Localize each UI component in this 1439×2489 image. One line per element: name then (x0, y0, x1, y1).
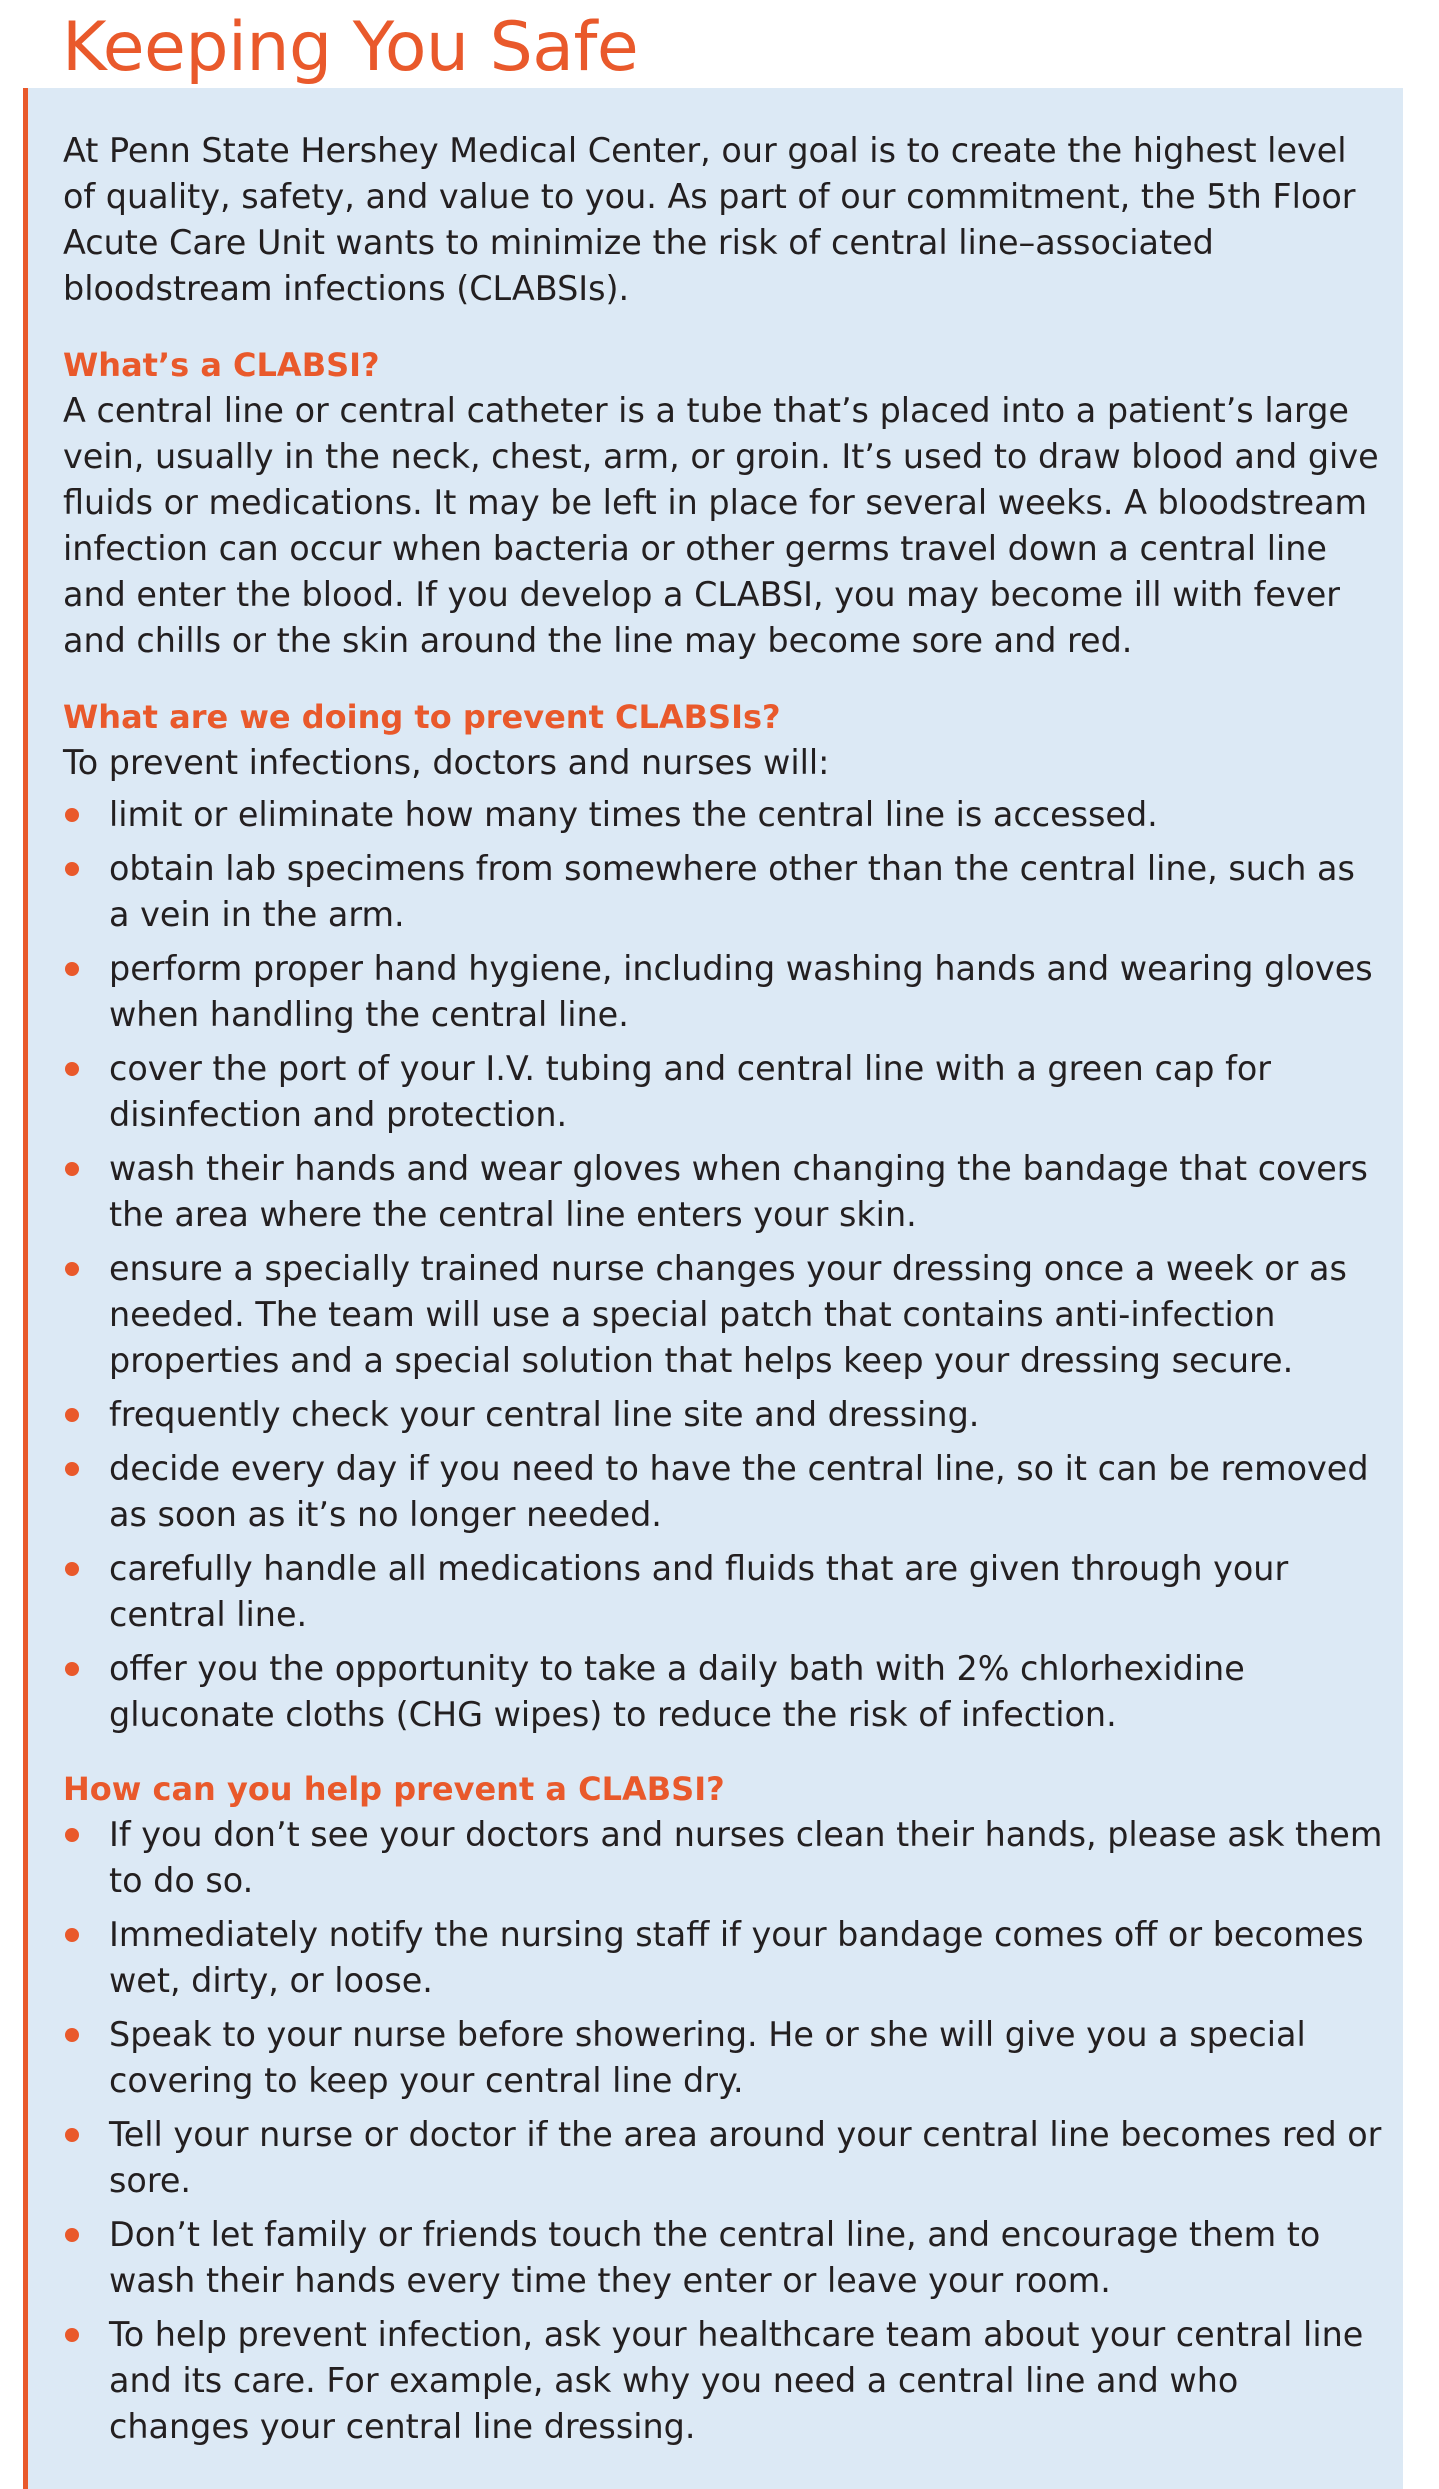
list-item (63, 1446, 1383, 1538)
bullet-dot-icon (65, 862, 79, 876)
bullet-dot-icon (65, 1062, 79, 1076)
list-item (63, 1146, 1383, 1238)
list-item (63, 2012, 1383, 2104)
bullet-dot-icon (65, 1262, 79, 1276)
what-is-clabsi-paragraph: A central line or central catheter is a tube that’s placed into a patient’s large vein, usually in the neck, chest, arm, or groin. It’s used to draw blood and give fluids or medications. It may be left in place for several weeks. A bloodstream infection can occur when bacteria or other germs travel down a central line and enter the blood. If you develop a CLABSI, you may become ill with fever and chills or the skin around the line may become sore and red. (63, 391, 1379, 660)
list-item (63, 1546, 1383, 1638)
list-item-text: wash their hands and wear gloves when changing the bandage that covers the area where the central line enters your skin. (109, 1149, 1368, 1234)
list-item-text: perform proper hand hygiene, including washing hands and wearing gloves when handling the central line. (109, 949, 1373, 1034)
list-item (63, 1646, 1383, 1738)
bullet-dot-icon (65, 1408, 79, 1422)
bullet-dot-icon (65, 1462, 79, 1476)
bullet-dot-icon (65, 2328, 79, 2342)
list-item-text: decide every day if you need to have the central line, so it can be removed as soon as it’s no longer needed. (109, 1449, 1369, 1534)
list-item (63, 1046, 1383, 1138)
list-item-text: To help prevent infection, ask your healthcare team about your central line and its care. For example, ask why you need a central line and who changes your central line dressing. (109, 2315, 1364, 2446)
bullet-dot-icon (65, 1928, 79, 1942)
bullet-dot-icon (65, 2028, 79, 2042)
list-item (63, 2312, 1383, 2450)
page-title: Keeping You Safe (62, 8, 639, 87)
list-item (63, 1246, 1383, 1384)
bullet-dot-icon (65, 1662, 79, 1676)
list-item (63, 846, 1383, 938)
list-item (63, 1392, 1383, 1438)
prevention-list (63, 792, 1383, 1738)
list-item-text: carefully handle all medications and fluids that are given through your central line. (109, 1549, 1289, 1634)
list-item (63, 792, 1383, 838)
list-item (63, 1912, 1383, 2004)
list-item (63, 946, 1383, 1038)
list-item-text: obtain lab specimens from somewhere other than the central line, such as a vein in the arm. (109, 849, 1355, 934)
list-item-text: offer you the opportunity to take a daily bath with 2% chlorhexidine gluconate cloths (CHG wipes) to reduce the risk of infection. (109, 1649, 1245, 1734)
bullet-dot-icon (65, 962, 79, 976)
prevention-heading: What are we doing to prevent CLABSIs? (63, 698, 781, 736)
list-item (63, 1812, 1383, 1904)
list-item-text: limit or eliminate how many times the central line is accessed. (109, 795, 1158, 834)
bullet-dot-icon (65, 808, 79, 822)
prevention-lead: To prevent infections, doctors and nurses will: (63, 743, 830, 782)
what-is-clabsi-heading: What’s a CLABSI? (63, 346, 380, 384)
help-heading: How can you help prevent a CLABSI? (63, 1770, 725, 1808)
list-item (63, 2112, 1383, 2204)
intro-paragraph: At Penn State Hershey Medical Center, our goal is to create the highest level of quality, safety, and value to you. As part of our commitment, the 5th Floor Acute Care Unit wants to minimize the risk of central line–associated bloodstream infections (CLABSIs). (63, 131, 1356, 308)
list-item-text: cover the port of your I.V. tubing and central line with a green cap for disinfection and protection. (109, 1049, 1271, 1134)
bullet-dot-icon (65, 2228, 79, 2242)
list-item-text: Immediately notify the nursing staff if your bandage comes off or becomes wet, dirty, or loose. (109, 1915, 1364, 2000)
list-item-text: If you don’t see your doctors and nurses clean their hands, please ask them to do so. (109, 1815, 1383, 1900)
list-item (63, 2212, 1383, 2304)
help-list (63, 1812, 1383, 2450)
list-item-text: frequently check your central line site and dressing. (109, 1395, 980, 1434)
list-item-text: Tell your nurse or doctor if the area around your central line becomes red or sore. (109, 2115, 1382, 2200)
bullet-dot-icon (65, 2128, 79, 2142)
bullet-dot-icon (65, 1828, 79, 1842)
bullet-dot-icon (65, 1562, 79, 1576)
list-item-text: Speak to your nurse before showering. He or she will give you a special covering to keep your central line dry. (109, 2015, 1306, 2100)
bullet-dot-icon (65, 1162, 79, 1176)
list-item-text: ensure a specially trained nurse changes your dressing once a week or as needed. The team will use a special patch that contains anti-infection properties and a special solution that helps keep your dressing secure. (109, 1249, 1347, 1380)
list-item-text: Don’t let family or friends touch the central line, and encourage them to wash their hands every time they enter or leave your room. (109, 2215, 1321, 2300)
document-body (63, 128, 1383, 2458)
